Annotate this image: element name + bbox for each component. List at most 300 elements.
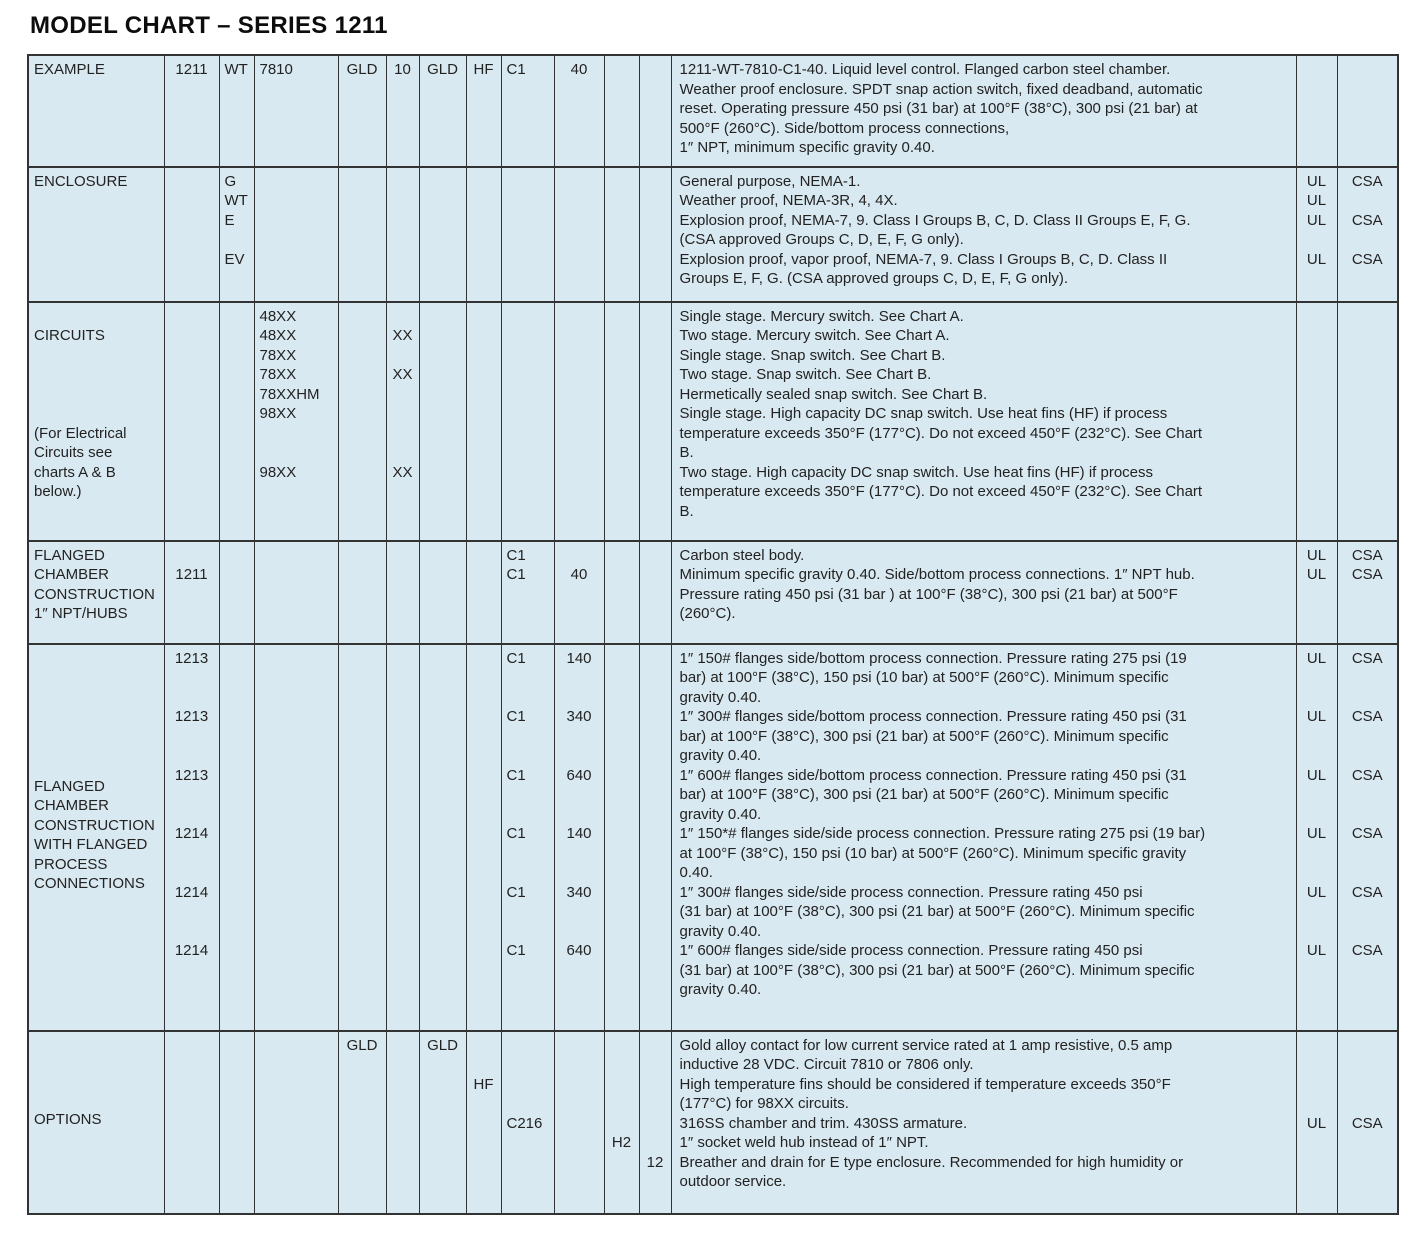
text-line [1299, 844, 1335, 864]
text-line: UL [1306, 883, 1327, 901]
text-line [557, 844, 602, 864]
text-line [1340, 1055, 1396, 1075]
text-line [1340, 1075, 1396, 1095]
options-model-cell [164, 1031, 219, 1214]
text-line [1299, 1075, 1335, 1095]
circuits-rating-cell [554, 302, 604, 541]
text-line [167, 746, 217, 766]
flanged-flanged-circuit-cell [254, 644, 338, 1031]
text-line [34, 404, 162, 424]
example-ul-cell [1296, 55, 1337, 167]
text-line: WITH FLANGED [34, 836, 148, 853]
text-line: Groups E, F, G. (CSA approved groups C, D, E, F, G only). [679, 270, 1068, 287]
enclosure-stage-cell [386, 167, 419, 302]
text-line [507, 746, 552, 766]
text-line: bar) at 100°F (38°C), 300 psi (21 bar) at 500°F (260°C). Minimum specific [679, 727, 1169, 745]
text-line: G [224, 172, 237, 190]
text-line [557, 746, 602, 766]
text-line [167, 902, 217, 922]
text-line: Single stage. Mercury switch. See Chart A. [679, 307, 964, 325]
example-circuit-cell [254, 55, 338, 167]
example-enclosure-cell [219, 55, 254, 167]
text-line: 1″ 150*# flanges side/side process connection. Pressure rating 275 psi (19 bar) [679, 825, 1206, 842]
text-line: UL [1306, 766, 1327, 784]
text-line: CONSTRUCTION [34, 816, 155, 834]
text-line [260, 443, 336, 463]
text-line: UL [1306, 649, 1327, 667]
text-line: CHAMBER [34, 797, 110, 814]
flanged-npt-enclosure-cell [219, 541, 254, 644]
text-line: XX [392, 366, 413, 383]
text-line: Two stage. Mercury switch. See Chart A. [679, 327, 950, 344]
text-line: Breather and drain for E type enclosure. Recommended for high humidity or [679, 1153, 1184, 1171]
text-line: 340 [566, 708, 592, 725]
text-line: Carbon steel body. [679, 546, 805, 564]
options-chamber-cell [501, 1031, 554, 1214]
circuits-description-cell [671, 302, 1296, 541]
text-line [167, 863, 217, 883]
enclosure-row [28, 167, 1398, 302]
text-line [469, 1036, 499, 1056]
enclosure-description-cell [671, 167, 1296, 302]
example-heatfin-cell [466, 55, 501, 167]
text-line [557, 688, 602, 708]
text-line [557, 902, 602, 922]
text-line: UL [1306, 1114, 1327, 1132]
text-line [1299, 1036, 1335, 1056]
options-row [28, 1031, 1398, 1214]
text-line: Pressure rating 450 psi (31 bar ) at 100°F (38°C), 300 psi (21 bar) at 500°F [679, 585, 1178, 603]
text-line: CSA [1351, 649, 1383, 667]
text-line [507, 863, 552, 883]
text-line: 98XX [259, 405, 297, 422]
text-line [1299, 902, 1335, 922]
enclosure-csa-cell [1337, 167, 1398, 302]
text-line [1340, 230, 1396, 250]
text-line [507, 902, 552, 922]
text-line [507, 922, 552, 942]
text-line: reset. Operating pressure 450 psi (31 bar) at 100°F (38°C), 300 psi (21 bar) at [679, 100, 1198, 117]
text-line [1299, 727, 1335, 747]
text-line [1299, 922, 1335, 942]
text-line [507, 688, 552, 708]
text-line: 78XXHM [259, 385, 320, 403]
text-line [1340, 922, 1396, 942]
options-gld2-cell [419, 1031, 466, 1214]
text-line: 1″ NPT/HUBS [34, 605, 128, 622]
text-line: 1213 [174, 766, 209, 784]
enclosure-code-cell [219, 167, 254, 302]
text-line: 40 [570, 61, 588, 78]
circuits-row [28, 302, 1398, 541]
example-model-cell [164, 55, 219, 167]
text-line: UL [1306, 546, 1327, 564]
text-line: 1″ socket weld hub instead of 1″ NPT. [679, 1134, 929, 1151]
options-gld-cell [338, 1031, 386, 1214]
text-line: 1211 [175, 566, 208, 583]
text-line: bar) at 100°F (38°C), 300 psi (21 bar) at 500°F (260°C). Minimum specific [679, 786, 1169, 803]
text-line: 78XX [259, 366, 297, 383]
text-line: (260°C). [679, 605, 736, 622]
text-line [1299, 805, 1335, 825]
text-line: GLD [346, 1036, 378, 1054]
text-line: (31 bar) at 100°F (38°C), 300 psi (21 bar) at 500°F (260°C). Minimum specific [679, 961, 1195, 979]
text-line [507, 1055, 552, 1075]
text-line [557, 805, 602, 825]
text-line [507, 668, 552, 688]
text-line: CSA [1351, 825, 1383, 842]
text-line [642, 1075, 669, 1095]
text-line: 1211-WT-7810-C1-40. Liquid level control. Flanged carbon steel chamber. [679, 61, 1171, 78]
text-line [1340, 902, 1396, 922]
enclosure-breather-cell [639, 167, 671, 302]
text-line: CONSTRUCTION [34, 585, 155, 603]
example-gld2-cell [419, 55, 466, 167]
text-line [167, 805, 217, 825]
options-hub-option-cell [604, 1031, 639, 1214]
text-line: General purpose, NEMA-1. [679, 172, 861, 190]
text-line: 0.40. [679, 864, 713, 881]
text-line [557, 546, 602, 566]
flanged-flanged-chamber-cell [501, 644, 554, 1031]
options-circuit-cell [254, 1031, 338, 1214]
text-line [507, 844, 552, 864]
text-line: (31 bar) at 100°F (38°C), 300 psi (21 bar) at 500°F (260°C). Minimum specific [679, 903, 1195, 920]
circuits-chamber-cell [501, 302, 554, 541]
text-line: UL [1306, 566, 1327, 583]
text-line: C216 [506, 1114, 543, 1132]
text-line: PROCESS [34, 855, 108, 873]
text-line: Two stage. Snap switch. See Chart B. [679, 366, 932, 383]
text-line: Gold alloy contact for low current service rated at 1 amp resistive, 0.5 amp [679, 1036, 1173, 1054]
text-line [389, 404, 417, 424]
text-line: HF [473, 61, 494, 78]
flanged-npt-gld2-cell [419, 541, 466, 644]
circuits-gld2-cell [419, 302, 466, 541]
model-chart-table [27, 54, 1399, 1215]
text-line [607, 1036, 637, 1056]
text-line: C1 [506, 546, 526, 564]
flanged-flanged-ul-cell [1296, 644, 1337, 1031]
text-line [1299, 746, 1335, 766]
text-line [642, 1036, 669, 1056]
text-line: 1″ 300# flanges side/side process connection. Pressure rating 450 psi [679, 883, 1143, 901]
circuits-enclosure-cell [219, 302, 254, 541]
text-line [507, 805, 552, 825]
text-line [557, 785, 602, 805]
text-line [1299, 785, 1335, 805]
text-line: EXAMPLE [34, 61, 105, 78]
text-line: gravity 0.40. [679, 981, 762, 998]
circuits-stage-cell [386, 302, 419, 541]
text-line: 10 [394, 61, 411, 78]
text-line [1340, 688, 1396, 708]
text-line: CSA [1351, 766, 1383, 784]
example-rating-cell [554, 55, 604, 167]
text-line [507, 1075, 552, 1095]
text-line: CSA [1351, 172, 1383, 190]
example-csa-cell [1337, 55, 1398, 167]
enclosure-heatfin-cell [466, 167, 501, 302]
flanged-flanged-stage-cell [386, 644, 419, 1031]
text-line [167, 688, 217, 708]
text-line: HF [473, 1075, 494, 1093]
text-line: WT [224, 192, 248, 209]
text-line: 640 [566, 942, 592, 959]
text-line: C1 [506, 825, 526, 842]
text-line: (For Electrical [34, 424, 127, 442]
text-line: 1214 [174, 942, 209, 959]
text-line: CSA [1351, 566, 1383, 583]
options-ul-cell [1296, 1031, 1337, 1214]
flanged-npt-csa-cell [1337, 541, 1398, 644]
text-line: 1214 [174, 825, 209, 842]
text-line: GLD [346, 61, 378, 78]
text-line: Minimum specific gravity 0.40. Side/bottom process connections. 1″ NPT hub. [679, 566, 1195, 583]
text-line: Two stage. High capacity DC snap switch. Use heat fins (HF) if process [679, 463, 1154, 481]
enclosure-gld-cell [338, 167, 386, 302]
flanged-flanged-enclosure-cell [219, 644, 254, 1031]
enclosure-circuit-cell [254, 167, 338, 302]
text-line [642, 1114, 669, 1134]
text-line [1340, 727, 1396, 747]
text-line: 40 [570, 566, 588, 583]
text-line: 1″ NPT, minimum specific gravity 0.40. [679, 139, 935, 156]
flanged-npt-stage-cell [386, 541, 419, 644]
text-line: 1″ 300# flanges side/bottom process connection. Pressure rating 450 psi (31 [679, 708, 1187, 725]
options-label-cell [28, 1031, 164, 1214]
text-line [1299, 863, 1335, 883]
text-line [34, 365, 162, 385]
text-line: 1″ 600# flanges side/bottom process connection. Pressure rating 450 psi (31 [679, 766, 1187, 784]
text-line: Weather proof, NEMA-3R, 4, 4X. [679, 192, 898, 209]
flanged-flanged-label-cell [28, 644, 164, 1031]
text-line [557, 727, 602, 747]
text-line [1340, 1094, 1396, 1114]
text-line [167, 785, 217, 805]
text-line [167, 546, 217, 566]
text-line: FLANGED [34, 777, 105, 795]
example-stage-cell [386, 55, 419, 167]
text-line: outdoor service. [679, 1173, 787, 1190]
enclosure-model-cell [164, 167, 219, 302]
text-line [167, 922, 217, 942]
text-line [642, 1133, 669, 1153]
text-line: UL [1306, 250, 1327, 268]
text-line: High temperature fins should be considered if temperature exceeds 350°F [679, 1075, 1171, 1093]
flanged-flanged-csa-cell [1337, 644, 1398, 1031]
text-line: CONNECTIONS [34, 875, 145, 892]
text-line: C1 [506, 766, 526, 784]
text-line: 12 [646, 1153, 664, 1171]
text-line: XX [392, 327, 413, 344]
text-line: C1 [506, 566, 526, 583]
text-line [167, 668, 217, 688]
text-line: 340 [566, 883, 592, 901]
text-line: C1 [506, 649, 526, 667]
text-line [260, 424, 336, 444]
text-line: ENCLOSURE [34, 172, 128, 190]
text-line: Circuits see [34, 444, 113, 461]
text-line [607, 1114, 637, 1134]
text-line: 98XX [259, 463, 297, 481]
text-line [389, 346, 417, 366]
text-line: Single stage. Snap switch. See Chart B. [679, 346, 946, 364]
text-line [607, 1055, 637, 1075]
text-line: at 100°F (38°C), 150 psi (10 bar) at 500°F (260°C). Minimum specific gravity [679, 844, 1187, 862]
flanged-npt-gld-cell [338, 541, 386, 644]
flanged-npt-heatfin-cell [466, 541, 501, 644]
text-line [389, 443, 417, 463]
text-line: CIRCUITS [34, 327, 105, 344]
enclosure-gld2-cell [419, 167, 466, 302]
options-csa-cell [1337, 1031, 1398, 1214]
flanged-npt-model-cell [164, 541, 219, 644]
text-line: CSA [1351, 250, 1383, 268]
text-line: CSA [1351, 708, 1383, 725]
circuits-breather-cell [639, 302, 671, 541]
example-row [28, 55, 1398, 167]
text-line: GLD [427, 61, 458, 78]
text-line: H2 [611, 1134, 632, 1151]
flanged-npt-rating-cell [554, 541, 604, 644]
text-line: 1214 [174, 883, 209, 901]
text-line: charts A & B [34, 463, 116, 481]
text-line: CSA [1351, 1114, 1383, 1132]
text-line: (CSA approved Groups C, D, E, F, G only). [679, 231, 964, 248]
flanged-flanged-rating-cell [554, 644, 604, 1031]
flanged-npt-label-cell [28, 541, 164, 644]
text-line: OPTIONS [34, 1111, 102, 1129]
text-line [1340, 1036, 1396, 1056]
text-line: Explosion proof, NEMA-7, 9. Class I Groups B, C, D. Class II Groups E, F, G. [679, 211, 1191, 229]
flanged-flanged-model-cell [164, 644, 219, 1031]
text-line: 316SS chamber and trim. 430SS armature. [679, 1114, 968, 1132]
circuits-csa-cell [1337, 302, 1398, 541]
text-line [557, 863, 602, 883]
flanged-flanged-gld-cell [338, 644, 386, 1031]
text-line: E [224, 211, 235, 229]
text-line: 1213 [174, 708, 209, 725]
text-line [1340, 785, 1396, 805]
flanged-flanged-heatfin-cell [466, 644, 501, 1031]
text-line: B. [679, 502, 694, 520]
text-line [1340, 844, 1396, 864]
text-line [557, 668, 602, 688]
text-line [1340, 191, 1396, 211]
text-line [1340, 805, 1396, 825]
text-line [389, 385, 417, 405]
text-line: C1 [506, 942, 526, 959]
options-breather-cell [639, 1031, 671, 1214]
enclosure-label-cell [28, 167, 164, 302]
text-line [557, 922, 602, 942]
text-line: CSA [1351, 942, 1383, 959]
text-line [642, 1094, 669, 1114]
text-line [507, 785, 552, 805]
text-line: gravity 0.40. [679, 805, 762, 823]
circuits-heatfin-cell [466, 302, 501, 541]
text-line [389, 307, 417, 327]
text-line [507, 1094, 552, 1114]
text-line: bar) at 100°F (38°C), 150 psi (10 bar) at 500°F (260°C). Minimum specific [679, 669, 1169, 686]
flanged-npt-hub-option-cell [604, 541, 639, 644]
text-line [389, 424, 417, 444]
text-line: below.) [34, 483, 82, 500]
flanged-npt-breather-cell [639, 541, 671, 644]
text-line: inductive 28 VDC. Circuit 7810 or 7806 only. [679, 1056, 974, 1073]
text-line: gravity 0.40. [679, 688, 762, 706]
options-enclosure-cell [219, 1031, 254, 1214]
text-line: C1 [506, 708, 526, 725]
enclosure-chamber-cell [501, 167, 554, 302]
text-line [1340, 863, 1396, 883]
circuits-ul-cell [1296, 302, 1337, 541]
flanged-npt-ul-cell [1296, 541, 1337, 644]
text-line [1299, 230, 1335, 250]
text-line: UL [1306, 825, 1327, 842]
enclosure-ul-cell [1296, 167, 1337, 302]
text-line: gravity 0.40. [679, 747, 762, 764]
options-stage-cell [386, 1031, 419, 1214]
enclosure-hub-option-cell [604, 167, 639, 302]
example-gld-cell [338, 55, 386, 167]
text-line [225, 230, 252, 250]
text-line [1340, 668, 1396, 688]
text-line: temperature exceeds 350°F (177°C). Do not exceed 450°F (232°C). See Chart [679, 424, 1203, 442]
text-line: 500°F (260°C). Side/bottom process connections, [679, 119, 1010, 137]
text-line [1299, 1055, 1335, 1075]
text-line [167, 727, 217, 747]
flanged-npt-row [28, 541, 1398, 644]
example-hub-option-cell [604, 55, 639, 167]
text-line: temperature exceeds 350°F (177°C). Do not exceed 450°F (232°C). See Chart [679, 483, 1203, 500]
circuits-code-cell [254, 302, 338, 541]
text-line: 48XX [259, 327, 297, 344]
text-line: CSA [1351, 883, 1383, 901]
text-line: (177°C) for 98XX circuits. [679, 1095, 849, 1112]
flanged-flanged-breather-cell [639, 644, 671, 1031]
text-line: XX [392, 463, 413, 481]
example-chamber-cell [501, 55, 554, 167]
page-title: MODEL CHART – SERIES 1211 [30, 12, 388, 39]
circuits-label-cell [28, 302, 164, 541]
text-line: 48XX [259, 307, 297, 325]
text-line: C1 [506, 883, 526, 901]
text-line [507, 727, 552, 747]
flanged-npt-chamber-cell [501, 541, 554, 644]
text-line [1340, 746, 1396, 766]
text-line [34, 385, 162, 405]
text-line: 1″ 600# flanges side/side process connection. Pressure rating 450 psi [679, 942, 1143, 959]
text-line [642, 1055, 669, 1075]
text-line: UL [1306, 211, 1327, 229]
example-label-cell [28, 55, 164, 167]
text-line [34, 307, 162, 327]
text-line: 7810 [259, 61, 293, 78]
text-line: FLANGED [34, 546, 105, 564]
text-line: 640 [566, 766, 592, 784]
circuits-model-cell [164, 302, 219, 541]
text-line: gravity 0.40. [679, 922, 762, 940]
text-line: UL [1306, 172, 1327, 190]
text-line [607, 1075, 637, 1095]
text-line [607, 1094, 637, 1114]
text-line: Weather proof enclosure. SPDT snap action switch, fixed deadband, automatic [679, 80, 1203, 98]
flanged-flanged-row [28, 644, 1398, 1031]
flanged-flanged-description-cell [671, 644, 1296, 1031]
text-line [1299, 1094, 1335, 1114]
